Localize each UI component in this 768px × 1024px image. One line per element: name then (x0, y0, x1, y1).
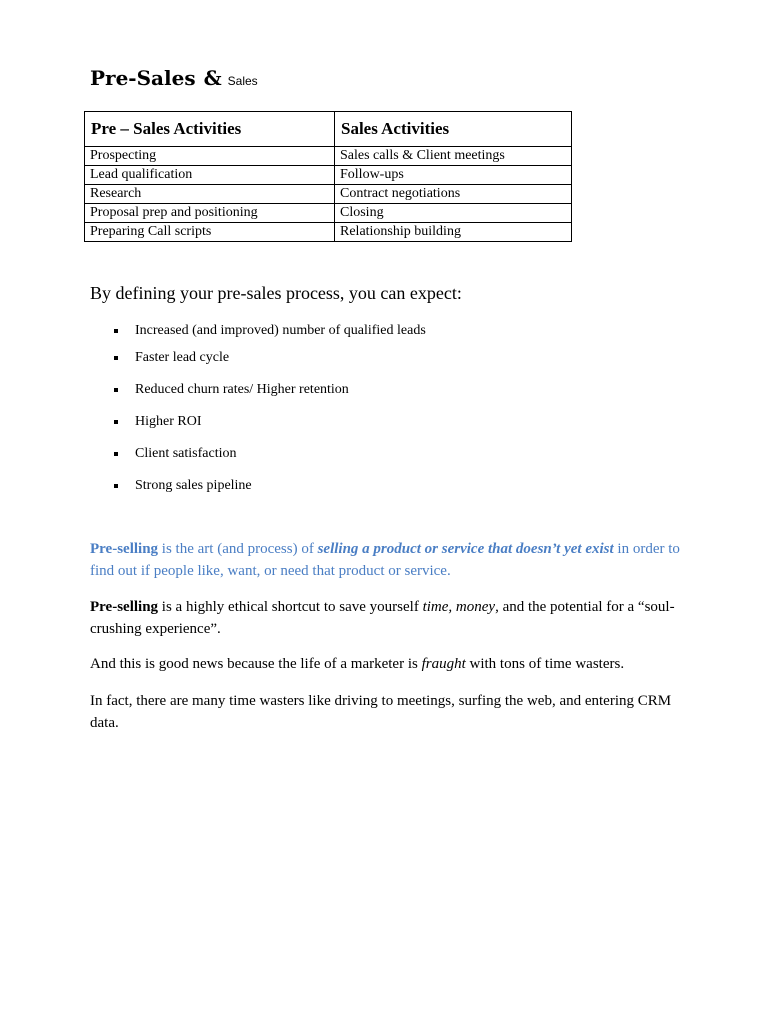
good-news-start: And this is good news because the life of a marketer is (90, 656, 422, 672)
list-item-text: Faster lead cycle (135, 350, 230, 365)
square-bullet-icon (114, 388, 118, 392)
definition-mid: is the art (and process) of (158, 541, 318, 557)
table-cell: Follow-ups (335, 166, 572, 185)
table-cell: Preparing Call scripts (85, 223, 335, 242)
table-header-presales: Pre – Sales Activities (85, 112, 335, 147)
page-title (90, 68, 258, 88)
shortcut-emphasis: time, money (422, 599, 496, 615)
square-bullet-icon (114, 356, 118, 360)
lead-sentence: By defining your pre-sales process, you can expect: (90, 283, 462, 303)
table-cell: Lead qualification (85, 166, 335, 185)
table-cell: Prospecting (85, 147, 335, 166)
activities-table (84, 111, 572, 242)
definition-emphasis: selling a product or service that doesn’t yet exist (317, 541, 614, 557)
definition-end: in order to find out if people like, want, or need that product or service. (90, 541, 680, 579)
square-bullet-icon (114, 452, 118, 456)
table-cell: Closing (335, 204, 572, 223)
table-cell: Contract negotiations (335, 185, 572, 204)
good-news-emphasis: fraught (421, 656, 466, 672)
table-row (85, 166, 572, 185)
shortcut-mid: is a highly ethical shortcut to save yourself (158, 599, 423, 615)
shortcut-end: , and the potential for a “soul-crushing experience”. (90, 599, 675, 637)
good-news-end: with tons of time wasters. (465, 656, 625, 672)
square-bullet-icon (114, 329, 118, 333)
good-news-paragraph (90, 653, 690, 675)
list-item-text: Strong sales pipeline (135, 478, 252, 493)
preselling-term: Pre-selling (90, 599, 159, 615)
table-cell: Sales calls & Client meetings (335, 147, 572, 166)
table-cell: Proposal prep and positioning (85, 204, 335, 223)
table-header-sales: Sales Activities (335, 112, 572, 147)
preselling-definition (90, 538, 690, 582)
table-row (85, 185, 572, 204)
table-cell: Relationship building (335, 223, 572, 242)
table-row (85, 223, 572, 242)
list-item-text: Higher ROI (135, 414, 202, 429)
list-item-text: Increased (and improved) number of qualified leads (135, 323, 426, 338)
list-item-text: Client satisfaction (135, 446, 237, 461)
title-small: Sales (227, 74, 258, 88)
table-row (85, 204, 572, 223)
table-row (85, 147, 572, 166)
preselling-shortcut-paragraph (90, 596, 690, 640)
table-header-row (85, 112, 572, 147)
square-bullet-icon (114, 484, 118, 488)
title-ampersand: & (203, 66, 222, 90)
table-cell: Research (85, 185, 335, 204)
time-wasters-paragraph: In fact, there are many time wasters like driving to meetings, surfing the web, and entering CRM data. (90, 693, 672, 731)
list-item-text: Reduced churn rates/ Higher retention (135, 382, 349, 397)
square-bullet-icon (114, 420, 118, 424)
title-main: Pre-Sales (90, 66, 196, 90)
preselling-term: Pre-selling (90, 541, 159, 557)
